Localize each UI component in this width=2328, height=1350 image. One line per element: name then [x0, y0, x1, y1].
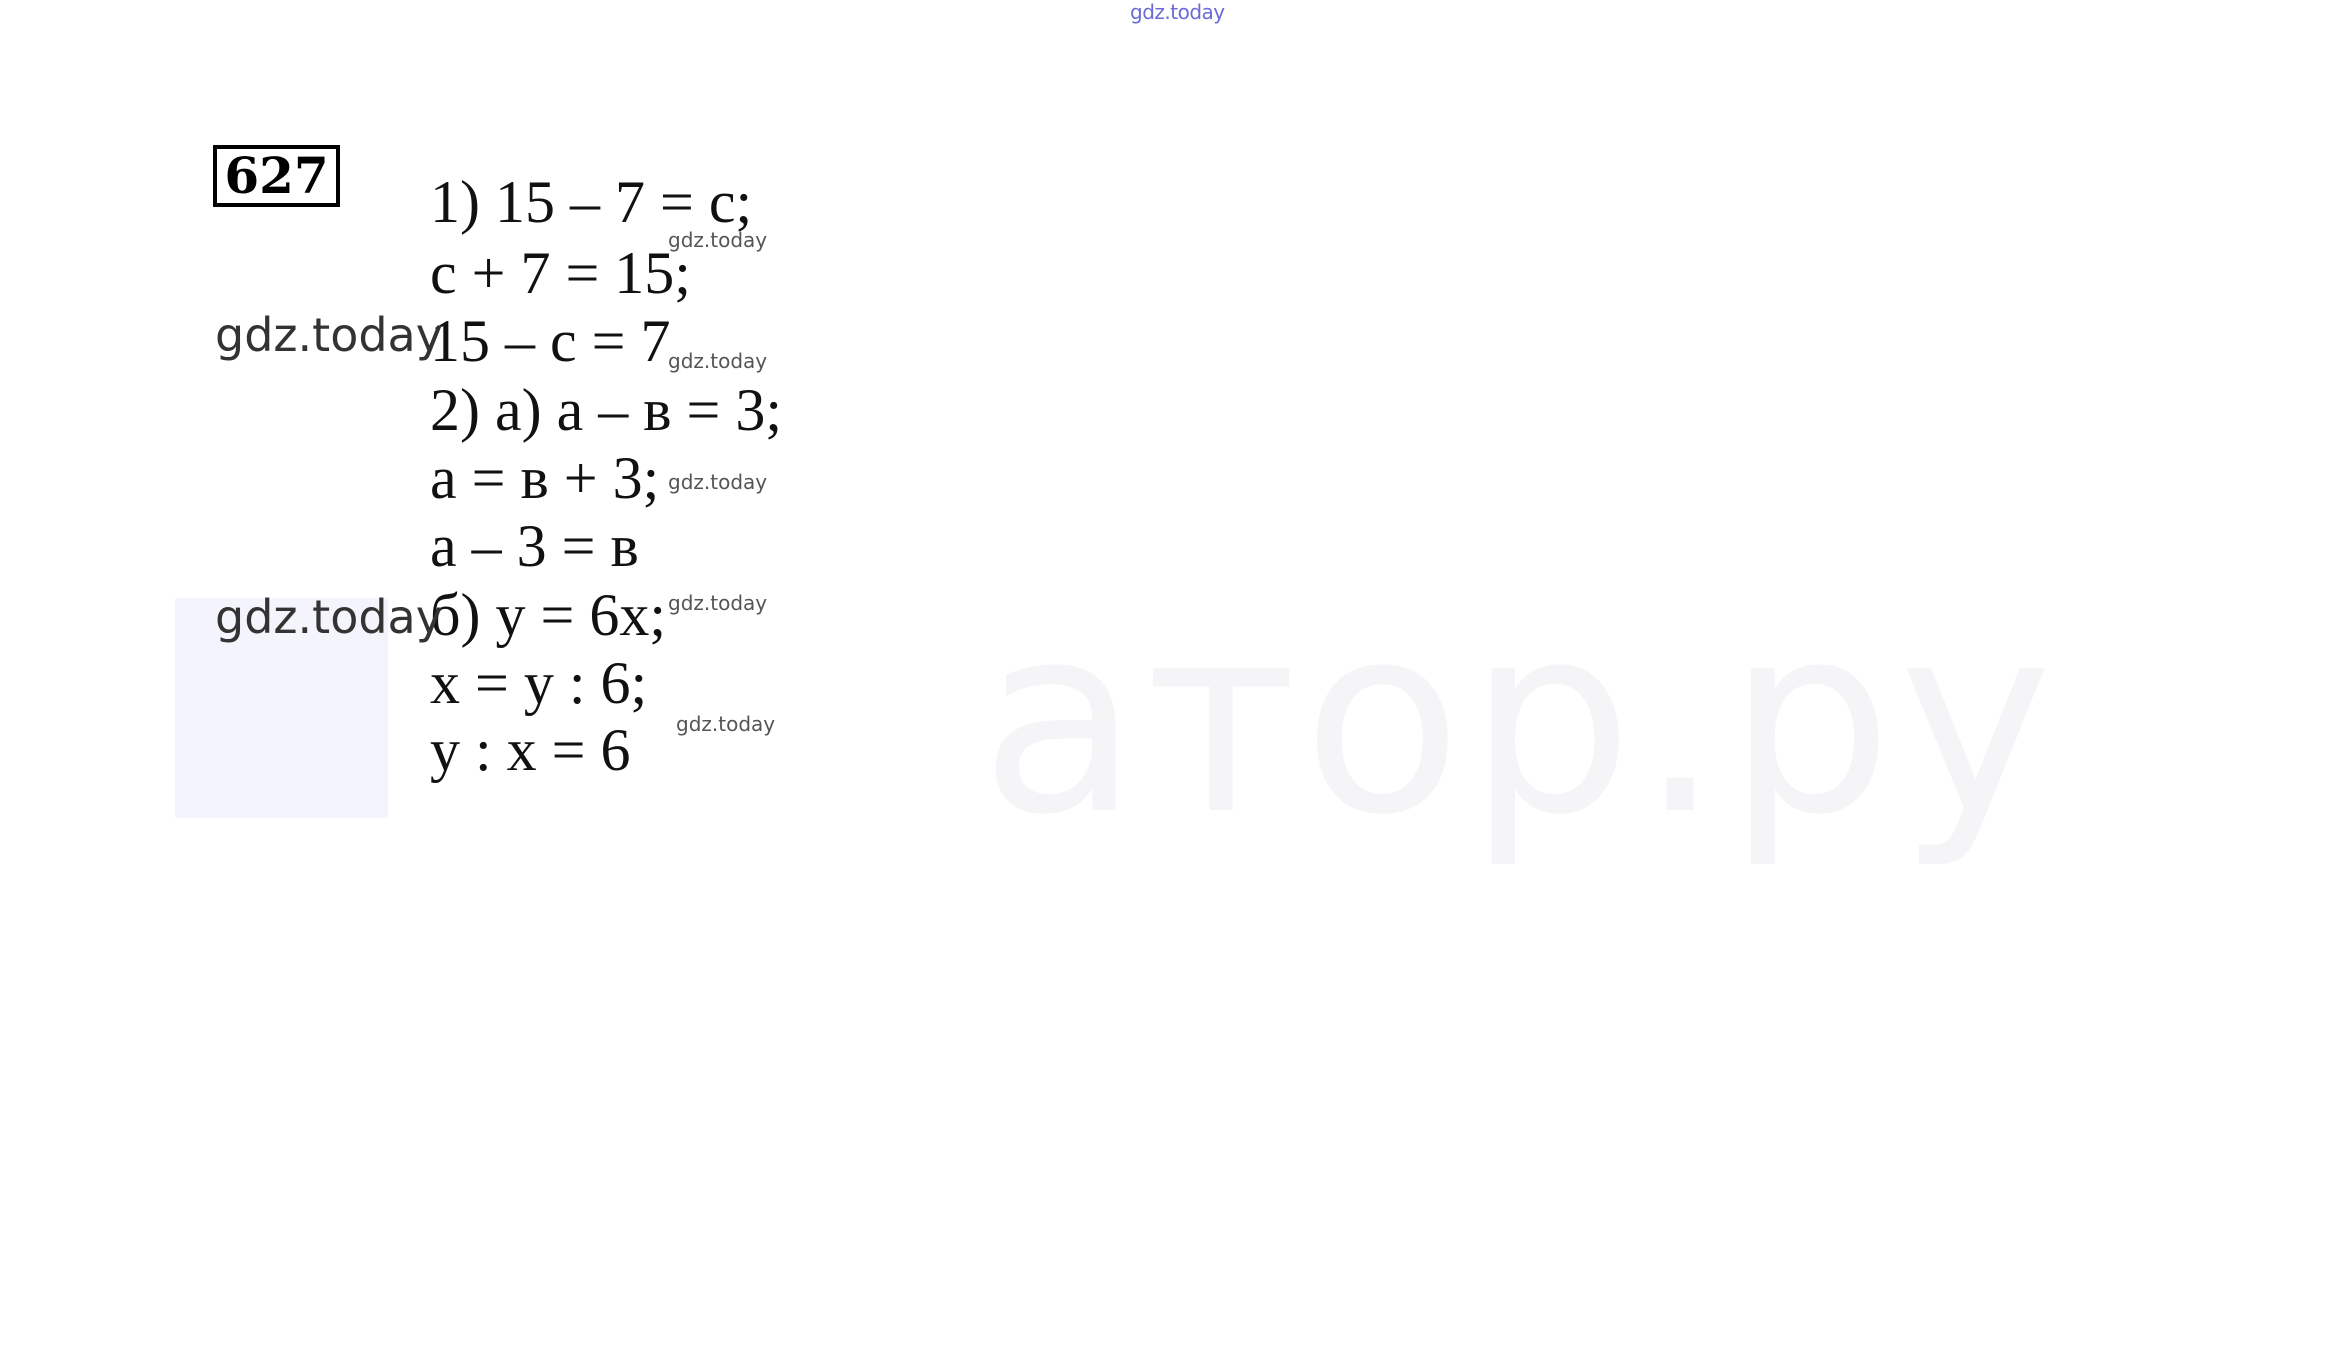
solution-line-1: 1) 15 – 7 = с; — [430, 169, 753, 235]
solution-line-7: б) у = 6х; — [430, 582, 667, 648]
watermark-small-2: gdz.today — [668, 349, 768, 373]
solution-line-6: а – 3 = в — [430, 513, 639, 579]
solution-line-5: а = в + 3; — [430, 445, 660, 511]
watermark-small-3: gdz.today — [668, 470, 768, 494]
solution-line-3: 15 – с = 7 — [430, 308, 671, 374]
solution-line-4: 2) а) а – в = 3; — [430, 377, 783, 443]
watermark-big-1: gdz.today — [215, 308, 443, 362]
top-watermark: gdz.today — [1130, 0, 1225, 24]
task-number-box: 627 — [213, 145, 340, 207]
watermark-big-2: gdz.today — [215, 590, 443, 644]
solution-line-8: х = у : 6; — [430, 650, 648, 716]
solution-line-9: у : х = 6 — [430, 717, 631, 783]
watermark-small-1: gdz.today — [668, 228, 768, 252]
solution-line-2: с + 7 = 15; — [430, 240, 691, 306]
watermark-small-4: gdz.today — [668, 591, 768, 615]
watermark-small-5: gdz.today — [676, 712, 776, 736]
ghost-watermark: атор.ру — [980, 570, 2059, 872]
